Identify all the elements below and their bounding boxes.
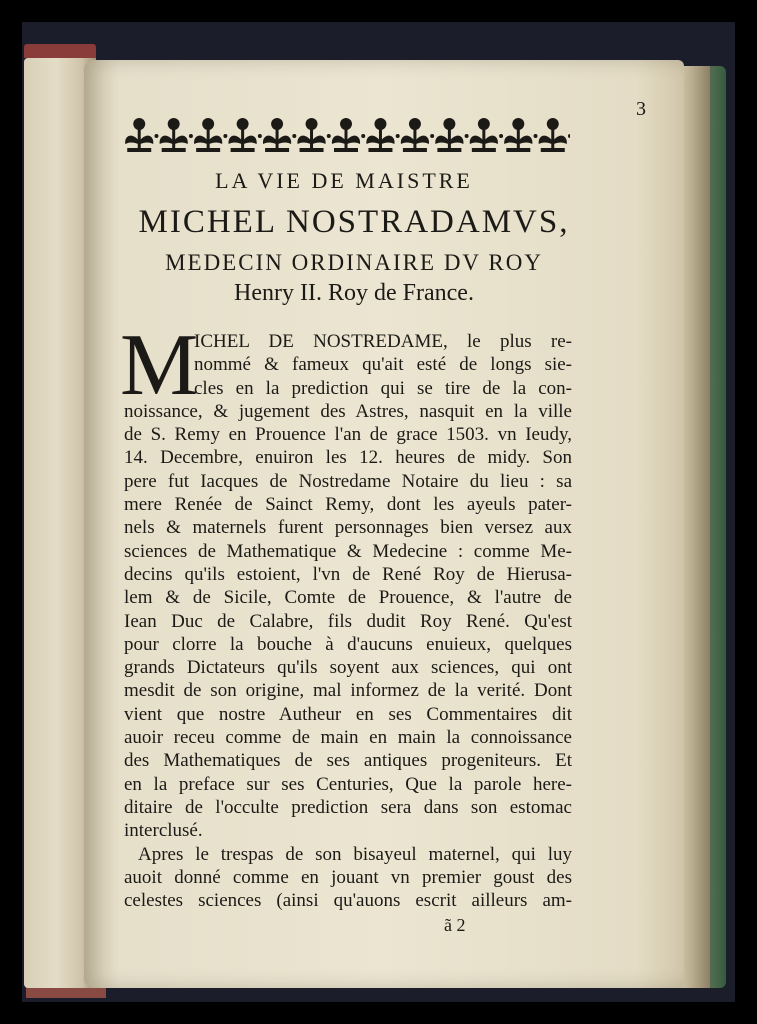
- body-line: lem & de Sicile, Comte de Prouence, & l'autre de: [124, 587, 572, 609]
- body-line: ditaire de l'occulte prediction sera dans son estomac: [124, 796, 572, 818]
- body-line: auoit donné comme en jouant vn premier goust des: [124, 866, 572, 888]
- body-line: pour clorre la bouche à d'aucuns enuieux, quelques: [124, 633, 572, 655]
- body-line: noissance, & jugement des Astres, nasquit en la ville: [124, 400, 572, 422]
- fleuron-ornament-band: [122, 114, 570, 158]
- body-line: 14. Decembre, enuiron les 12. heures de midy. Son: [124, 447, 572, 469]
- fleuron-icon: [297, 118, 330, 152]
- body-line: nels & maternels furent personnages bien versez aux: [124, 517, 572, 539]
- signature-mark: ã 2: [444, 915, 466, 935]
- fleuron-icon: [401, 118, 434, 152]
- heading-line-4: Henry II. Roy de France.: [234, 280, 474, 306]
- heading-line-2: MICHEL NOSTRADAMVS,: [138, 204, 570, 240]
- body-line: sciences de Mathematique & Medecine : comme Me-: [124, 540, 572, 562]
- body-line: vient que nostre Autheur en ses Commentaires dit: [124, 703, 572, 725]
- body-line: mesdit de son origine, mal informez de la verité. Dont: [124, 680, 572, 702]
- fleuron-icon: [160, 118, 193, 152]
- heading-line-3: MEDECIN ORDINAIRE DV ROY: [165, 250, 543, 275]
- body-line: Iean Duc de Calabre, fils dudit Roy René. Qu'est: [124, 610, 572, 632]
- fleuron-icon: [229, 118, 262, 152]
- body-line: ICHEL DE NOSTREDAME, le plus re-: [194, 331, 572, 352]
- body-line: mere Renée de Sainct Remy, dont les ayeuls pater-: [124, 494, 572, 516]
- book-page: [84, 60, 684, 988]
- fleuron-icon: [504, 118, 537, 152]
- body-text: [124, 330, 572, 912]
- body-line: cles en la prediction qui se tire de la con-: [194, 377, 572, 399]
- body-line: grands Dictateurs qu'ils soyent aux sciences, qui ont: [124, 657, 572, 679]
- body-line: des Mathematiques de ses antiques progeniteurs. Et: [124, 750, 572, 772]
- body-line: auoir receu comme de main en main la connoissance: [124, 727, 572, 749]
- heading-line-1: LA VIE DE MAISTRE: [215, 168, 473, 193]
- fleuron-icon: [539, 118, 570, 152]
- fleuron-icon: [366, 118, 399, 152]
- fleuron-icon: [194, 118, 227, 152]
- book-cover-top: [24, 44, 96, 58]
- body-line: pere fut Iacques de Nostredame Notaire du lieu : sa: [124, 470, 572, 492]
- body-line: decins qu'ils estoient, l'vn de René Roy de Hierusa-: [124, 563, 572, 585]
- fleuron-icon: [263, 118, 296, 152]
- fleuron-icon: [332, 118, 365, 152]
- fleuron-icon: [125, 118, 158, 152]
- page-number: 3: [636, 98, 646, 120]
- page-stack-edge: [680, 66, 710, 988]
- body-line: interclusé.: [124, 820, 203, 842]
- fleuron-icon: [435, 118, 468, 152]
- body-line: celestes sciences (ainsi qu'auons escrit ailleurs am-: [124, 890, 572, 912]
- body-line: nommé & fameux qu'ait esté de longs sie-: [194, 354, 572, 376]
- body-line: en la preface sur ses Centuries, Que la parole here-: [124, 773, 572, 795]
- body-line: Apres le trespas de son bisayeul maternel, qui luy: [138, 843, 572, 865]
- fleuron-icon: [470, 118, 503, 152]
- drop-cap: M: [120, 317, 199, 414]
- body-line: de S. Remy en Prouence l'an de grace 1503. vn Ieudy,: [124, 424, 572, 446]
